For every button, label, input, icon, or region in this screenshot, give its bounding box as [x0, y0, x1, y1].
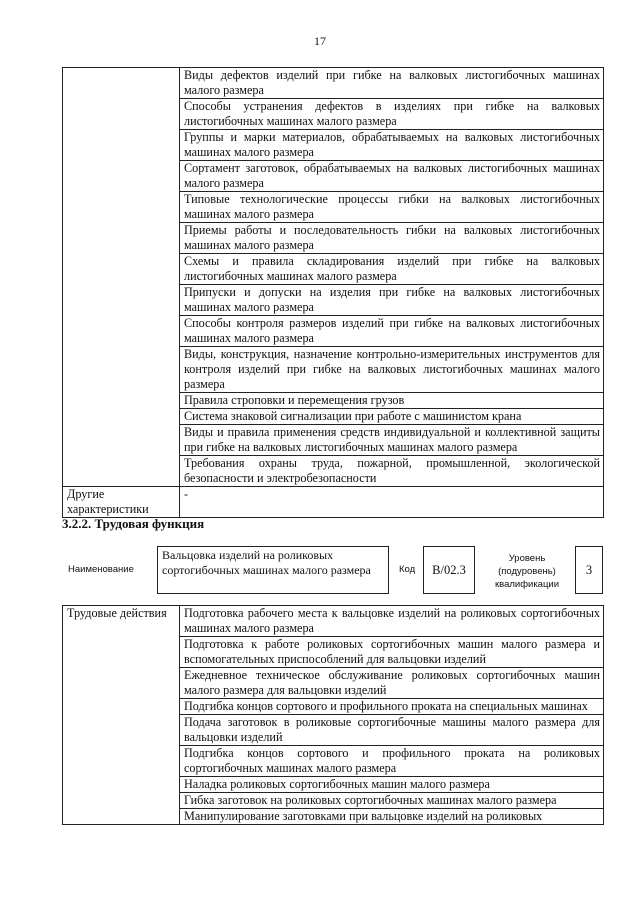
knowledge-item: Виды дефектов изделий при гибке на валковых листогибочных машинах малого размера: [180, 68, 604, 99]
labor-action-item: Ежедневное техническое обслуживание роликовых сортогибочных машин малого размера для вальцовки изделий: [180, 668, 604, 699]
function-code: B/02.3: [423, 546, 475, 594]
other-characteristics-value: -: [180, 487, 604, 518]
knowledge-item: Правила строповки и перемещения грузов: [180, 393, 604, 409]
level-label: Уровень (подуровень) квалификации: [494, 553, 560, 590]
knowledge-item: Способы контроля размеров изделий при гибке на валковых листогибочных машинах малого размера: [180, 316, 604, 347]
labor-action-item: Подача заготовок в роликовые сортогибочные машины малого размера для вальцовки изделий: [180, 715, 604, 746]
labor-actions-label: Трудовые действия: [63, 606, 180, 825]
knowledge-item: Виды и правила применения средств индивидуальной и коллективной защиты при гибке на валковых листогибочных машинах малого размера: [180, 425, 604, 456]
knowledge-item: Приемы работы и последовательность гибки на валковых листогибочных машинах малого размера: [180, 223, 604, 254]
table-row: [63, 487, 604, 518]
labor-action-item: Манипулирование заготовками при вальцовке изделий на роликовых: [180, 809, 604, 825]
knowledge-label-cell: [63, 68, 180, 487]
table-row: [63, 68, 604, 99]
knowledge-item: Сортамент заготовок, обрабатываемых на валковых листогибочных машинах малого размера: [180, 161, 604, 192]
labor-action-item: Подготовка к работе роликовых сортогибочных машин малого размера и вспомогательных приспособлений для вальцовки изделий: [180, 637, 604, 668]
qualification-level: 3: [575, 546, 603, 594]
labor-action-item: Подгибка концов сортового и профильного проката на роликовых сортогибочных машинах малого размера: [180, 746, 604, 777]
knowledge-item: Система знаковой сигнализации при работе с машинистом крана: [180, 409, 604, 425]
table-row: [63, 606, 604, 637]
section-title: 3.2.2. Трудовая функция: [62, 516, 205, 531]
code-label: Код: [399, 564, 416, 575]
other-characteristics-label: Другие характеристики: [63, 487, 180, 518]
knowledge-item: Виды, конструкция, назначение контрольно-измерительных инструментов для контроля изделий при гибке на валковых листогибочных машинах малого размера: [180, 347, 604, 393]
function-name: Вальцовка изделий на роликовых сортогибочных машинах малого размера: [157, 546, 389, 594]
labor-action-item: Подгибка концов сортового и профильного проката на специальных машинах: [180, 699, 604, 715]
knowledge-item: Припуски и допуски на изделия при гибке на валковых листогибочных машинах малого размера: [180, 285, 604, 316]
function-header: [62, 546, 603, 602]
knowledge-item: Способы устранения дефектов в изделиях при гибке на валковых листогибочных машинах малого размера: [180, 99, 604, 130]
name-label: Наименование: [68, 564, 134, 575]
knowledge-item: Схемы и правила складирования изделий при гибке на валковых листогибочных машинах малого размера: [180, 254, 604, 285]
labor-action-item: Гибка заготовок на роликовых сортогибочных машинах малого размера: [180, 793, 604, 809]
page-number: 17: [314, 34, 326, 48]
actions-table: [62, 605, 604, 825]
knowledge-item: Типовые технологические процессы гибки на валковых листогибочных машинах малого размера: [180, 192, 604, 223]
labor-action-item: Наладка роликовых сортогибочных машин малого размера: [180, 777, 604, 793]
knowledge-item: Требования охраны труда, пожарной, промышленной, экологической безопасности и электробезопасности: [180, 456, 604, 487]
knowledge-table: [62, 67, 604, 518]
labor-action-item: Подготовка рабочего места к вальцовке изделий на роликовых сортогибочных машинах малого размера: [180, 606, 604, 637]
knowledge-item: Группы и марки материалов, обрабатываемых на валковых листогибочных машинах малого размера: [180, 130, 604, 161]
